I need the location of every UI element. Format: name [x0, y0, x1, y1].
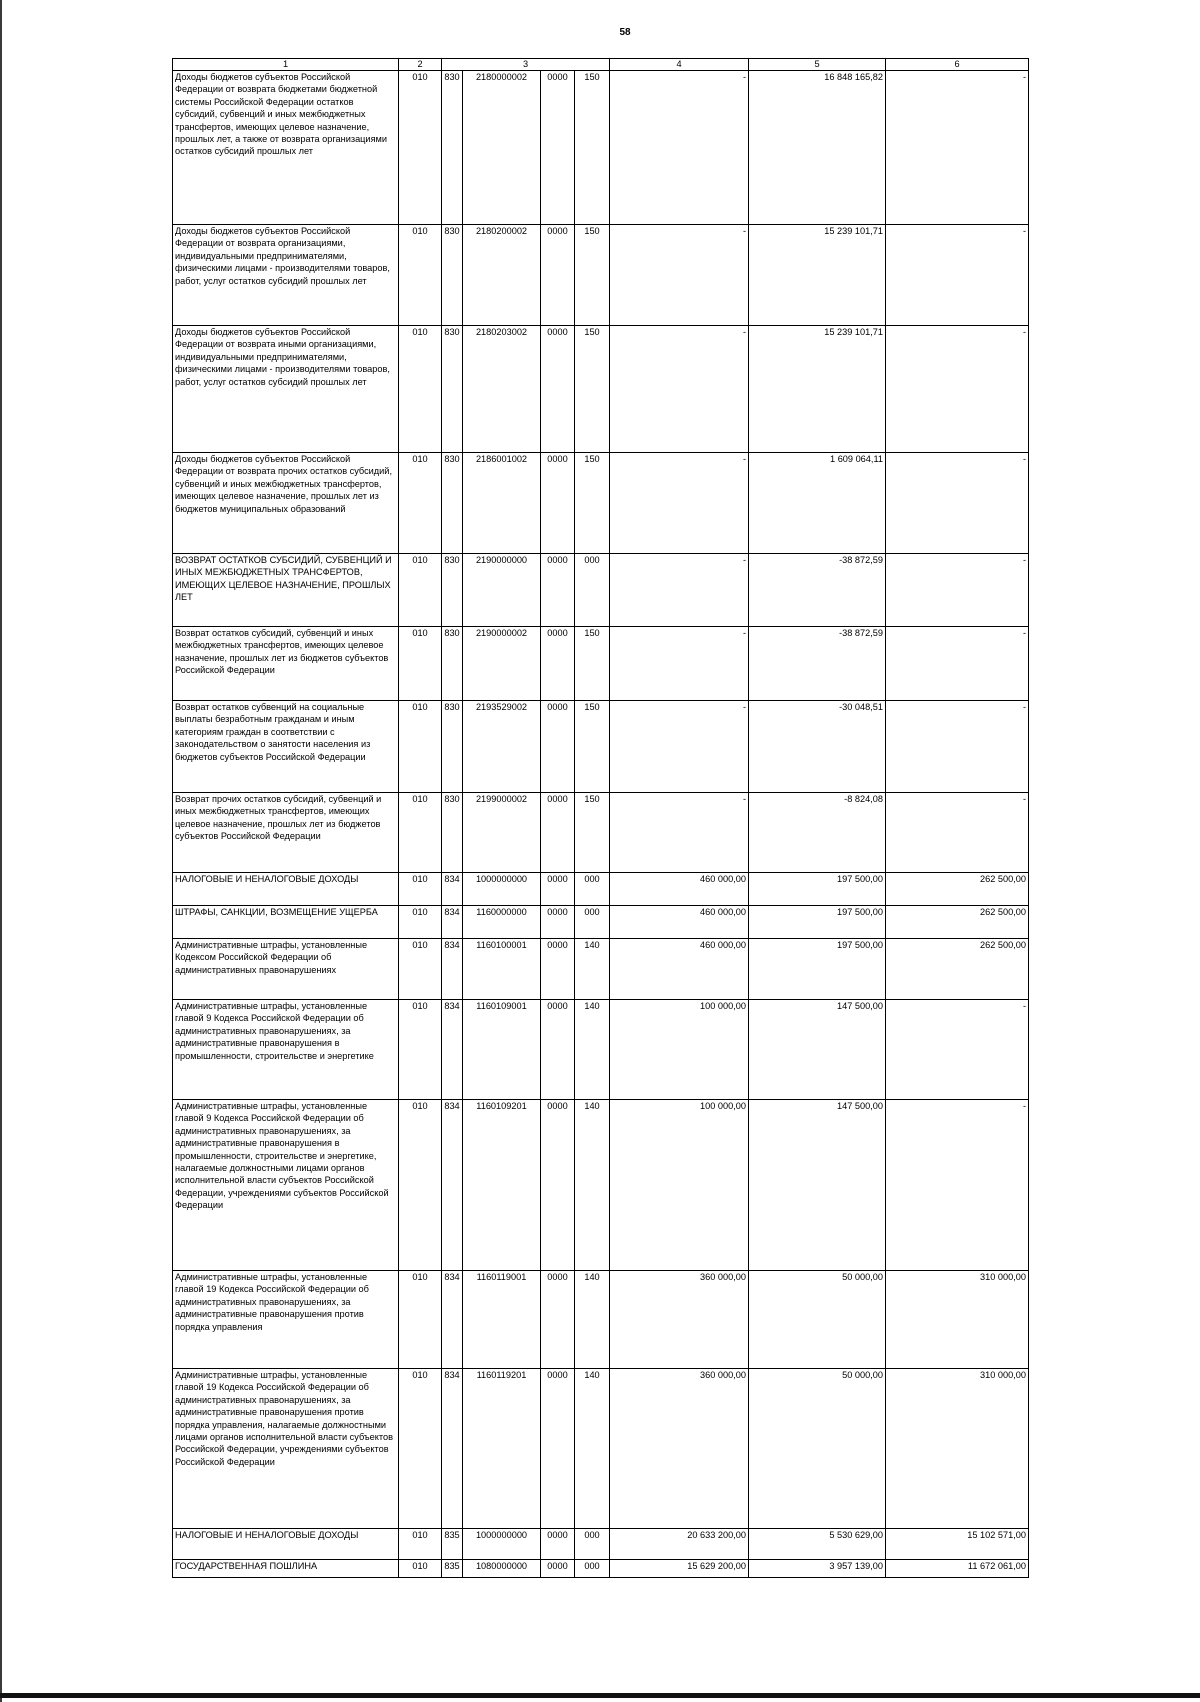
row-name: НАЛОГОВЫЕ И НЕНАЛОГОВЫЕ ДОХОДЫ	[173, 1529, 399, 1560]
row-kbk-code: 1160109201	[463, 1100, 541, 1271]
row-name: Административные штрафы, установленные главой 9 Кодекса Российской Федерации об административных правонарушениях, за административные правонарушения в промышленности, строительстве и энергетике, налагаемые должностными лицами органов исполнительной власти субъектов Российской Федерации, учреждениями субъектов Российской Федерации	[173, 1100, 399, 1271]
row-col5-value: 197 500,00	[749, 873, 886, 906]
row-col6-value: -	[886, 71, 1029, 225]
row-kbk-code: 1000000000	[463, 1529, 541, 1560]
row-name: НАЛОГОВЫЕ И НЕНАЛОГОВЫЕ ДОХОДЫ	[173, 873, 399, 906]
header-col-5: 5	[749, 59, 886, 71]
row-col4-value: 15 629 200,00	[610, 1560, 749, 1578]
row-col6-value: -	[886, 1000, 1029, 1100]
row-col5-value: 197 500,00	[749, 939, 886, 1000]
row-admin-code: 010	[399, 225, 442, 326]
header-col-1: 1	[173, 59, 399, 71]
row-col4-value: 360 000,00	[610, 1369, 749, 1529]
header-col-4: 4	[610, 59, 749, 71]
row-col6-value: -	[886, 1100, 1029, 1271]
row-col5-value: -8 824,08	[749, 793, 886, 873]
table-row	[173, 326, 1029, 453]
row-name: Возврат остатков субсидий, субвенций и иных межбюджетных трансфертов, имеющих целевое назначение, прошлых лет из бюджетов субъектов Российской Федерации	[173, 627, 399, 701]
row-col6-value: -	[886, 326, 1029, 453]
row-name: Административные штрафы, установленные главой 19 Кодекса Российской Федерации об административных правонарушениях, за административные правонарушения против порядка управления	[173, 1271, 399, 1369]
row-col5-value: 197 500,00	[749, 906, 886, 939]
row-kind-code: 000	[575, 554, 610, 627]
table-row	[173, 701, 1029, 793]
row-kbk-code: 2193529002	[463, 701, 541, 793]
row-kbk-code: 1160119001	[463, 1271, 541, 1369]
row-col5-value: 50 000,00	[749, 1369, 886, 1529]
row-name: Возврат прочих остатков субсидий, субвенций и иных межбюджетных трансфертов, имеющих целевое назначение, прошлых лет из бюджетов субъектов Российской Федерации	[173, 793, 399, 873]
row-department-code: 835	[442, 1560, 463, 1578]
row-col6-value: -	[886, 453, 1029, 554]
row-department-code: 834	[442, 906, 463, 939]
row-admin-code: 010	[399, 793, 442, 873]
row-kind-code: 150	[575, 453, 610, 554]
row-col4-value: -	[610, 71, 749, 225]
table-row	[173, 873, 1029, 906]
row-col6-value: 310 000,00	[886, 1271, 1029, 1369]
row-kbk-code: 2190000000	[463, 554, 541, 627]
table-row	[173, 225, 1029, 326]
row-program-code: 0000	[541, 225, 575, 326]
row-admin-code: 010	[399, 701, 442, 793]
row-department-code: 834	[442, 1100, 463, 1271]
row-kbk-code: 1160119201	[463, 1369, 541, 1529]
row-department-code: 830	[442, 453, 463, 554]
row-department-code: 830	[442, 627, 463, 701]
row-name: Доходы бюджетов субъектов Российской Федерации от возврата организациями, индивидуальными предпринимателями, физическими лицами - производителями товаров, работ, услуг остатков субсидий прошлых лет	[173, 225, 399, 326]
row-col6-value: 15 102 571,00	[886, 1529, 1029, 1560]
row-program-code: 0000	[541, 554, 575, 627]
table-row	[173, 906, 1029, 939]
table-row	[173, 939, 1029, 1000]
row-col5-value: -38 872,59	[749, 627, 886, 701]
scan-bottom-edge	[0, 1693, 1200, 1698]
row-program-code: 0000	[541, 1100, 575, 1271]
table-row	[173, 627, 1029, 701]
row-kbk-code: 1160100001	[463, 939, 541, 1000]
row-admin-code: 010	[399, 71, 442, 225]
row-name: Административные штрафы, установленные главой 19 Кодекса Российской Федерации об административных правонарушениях, за административные правонарушения против порядка управления, налагаемые должностными лицами органов исполнительной власти субъектов Российской Федерации, учреждениями субъектов Российской Федерации	[173, 1369, 399, 1529]
row-department-code: 834	[442, 873, 463, 906]
row-program-code: 0000	[541, 627, 575, 701]
row-col5-value: 50 000,00	[749, 1271, 886, 1369]
table-row	[173, 1529, 1029, 1560]
row-col6-value: 262 500,00	[886, 939, 1029, 1000]
row-name: Доходы бюджетов субъектов Российской Федерации от возврата прочих остатков субсидий, субвенций и иных межбюджетных трансфертов, имеющих целевое назначение, прошлых лет из бюджетов муниципальных образований	[173, 453, 399, 554]
row-kind-code: 000	[575, 906, 610, 939]
row-name: ВОЗВРАТ ОСТАТКОВ СУБСИДИЙ, СУБВЕНЦИЙ И ИНЫХ МЕЖБЮДЖЕТНЫХ ТРАНСФЕРТОВ, ИМЕЮЩИХ ЦЕЛЕВОЕ НАЗНАЧЕНИЕ, ПРОШЛЫХ ЛЕТ	[173, 554, 399, 627]
row-name: Административные штрафы, установленные главой 9 Кодекса Российской Федерации об административных правонарушениях, за административные правонарушения в промышленности, строительстве и энергетике	[173, 1000, 399, 1100]
row-col6-value: -	[886, 701, 1029, 793]
row-name: ГОСУДАРСТВЕННАЯ ПОШЛИНА	[173, 1560, 399, 1578]
row-admin-code: 010	[399, 627, 442, 701]
row-kbk-code: 2190000002	[463, 627, 541, 701]
row-col4-value: 100 000,00	[610, 1100, 749, 1271]
row-program-code: 0000	[541, 1560, 575, 1578]
row-col5-value: 15 239 101,71	[749, 326, 886, 453]
row-col6-value: -	[886, 627, 1029, 701]
row-department-code: 834	[442, 1369, 463, 1529]
row-program-code: 0000	[541, 1529, 575, 1560]
row-admin-code: 010	[399, 1560, 442, 1578]
row-kbk-code: 2180203002	[463, 326, 541, 453]
row-name: Доходы бюджетов субъектов Российской Федерации от возврата бюджетами бюджетной системы Российской Федерации остатков субсидий, субвенций и иных межбюджетных трансфертов, имеющих целевое назначение, прошлых лет, а также от возврата организациями остатков субсидий прошлых лет	[173, 71, 399, 225]
budget-table	[172, 58, 1029, 1578]
row-kbk-code: 1000000000	[463, 873, 541, 906]
row-kind-code: 150	[575, 326, 610, 453]
row-kbk-code: 1160109001	[463, 1000, 541, 1100]
row-col6-value: 310 000,00	[886, 1369, 1029, 1529]
row-col4-value: -	[610, 627, 749, 701]
row-col6-value: -	[886, 793, 1029, 873]
table-row	[173, 554, 1029, 627]
row-kind-code: 140	[575, 1369, 610, 1529]
row-col4-value: 100 000,00	[610, 1000, 749, 1100]
table-row	[173, 71, 1029, 225]
row-program-code: 0000	[541, 873, 575, 906]
row-department-code: 830	[442, 71, 463, 225]
row-kind-code: 150	[575, 793, 610, 873]
row-department-code: 830	[442, 225, 463, 326]
row-kind-code: 150	[575, 701, 610, 793]
row-admin-code: 010	[399, 1529, 442, 1560]
row-admin-code: 010	[399, 554, 442, 627]
row-admin-code: 010	[399, 873, 442, 906]
row-col4-value: -	[610, 225, 749, 326]
row-kind-code: 000	[575, 873, 610, 906]
row-kind-code: 000	[575, 1529, 610, 1560]
table-row	[173, 793, 1029, 873]
row-admin-code: 010	[399, 939, 442, 1000]
row-department-code: 830	[442, 554, 463, 627]
header-col-6: 6	[886, 59, 1029, 71]
row-program-code: 0000	[541, 326, 575, 453]
row-kbk-code: 2180000002	[463, 71, 541, 225]
row-kind-code: 140	[575, 939, 610, 1000]
row-col6-value: 11 672 061,00	[886, 1560, 1029, 1578]
row-admin-code: 010	[399, 1369, 442, 1529]
row-col4-value: 460 000,00	[610, 939, 749, 1000]
row-kbk-code: 2180200002	[463, 225, 541, 326]
table-row	[173, 1100, 1029, 1271]
row-department-code: 834	[442, 939, 463, 1000]
row-col5-value: 3 957 139,00	[749, 1560, 886, 1578]
row-col4-value: 20 633 200,00	[610, 1529, 749, 1560]
row-kind-code: 150	[575, 627, 610, 701]
row-kind-code: 000	[575, 1560, 610, 1578]
row-name: Административные штрафы, установленные Кодексом Российской Федерации об административных правонарушениях	[173, 939, 399, 1000]
row-department-code: 834	[442, 1271, 463, 1369]
row-admin-code: 010	[399, 1100, 442, 1271]
row-kbk-code: 2186001002	[463, 453, 541, 554]
row-program-code: 0000	[541, 701, 575, 793]
row-col5-value: 1 609 064,11	[749, 453, 886, 554]
row-col5-value: 5 530 629,00	[749, 1529, 886, 1560]
row-col4-value: -	[610, 793, 749, 873]
row-col5-value: 147 500,00	[749, 1100, 886, 1271]
header-col-3: 3	[442, 59, 610, 71]
row-program-code: 0000	[541, 1271, 575, 1369]
row-kbk-code: 2199000002	[463, 793, 541, 873]
row-kind-code: 140	[575, 1000, 610, 1100]
row-department-code: 830	[442, 793, 463, 873]
row-department-code: 830	[442, 701, 463, 793]
table-row	[173, 1369, 1029, 1529]
row-name: ШТРАФЫ, САНКЦИИ, ВОЗМЕЩЕНИЕ УЩЕРБА	[173, 906, 399, 939]
row-kind-code: 140	[575, 1271, 610, 1369]
row-program-code: 0000	[541, 793, 575, 873]
row-col4-value: -	[610, 554, 749, 627]
row-col6-value: 262 500,00	[886, 873, 1029, 906]
row-kbk-code: 1160000000	[463, 906, 541, 939]
row-admin-code: 010	[399, 326, 442, 453]
row-admin-code: 010	[399, 1000, 442, 1100]
row-kind-code: 140	[575, 1100, 610, 1271]
row-col6-value: -	[886, 225, 1029, 326]
row-program-code: 0000	[541, 1000, 575, 1100]
row-kbk-code: 1080000000	[463, 1560, 541, 1578]
row-col5-value: -38 872,59	[749, 554, 886, 627]
row-col5-value: -30 048,51	[749, 701, 886, 793]
row-col6-value: 262 500,00	[886, 906, 1029, 939]
table-header-row	[173, 59, 1029, 71]
row-col6-value: -	[886, 554, 1029, 627]
row-program-code: 0000	[541, 906, 575, 939]
row-program-code: 0000	[541, 939, 575, 1000]
row-col4-value: -	[610, 701, 749, 793]
table-row	[173, 453, 1029, 554]
row-kind-code: 150	[575, 225, 610, 326]
row-col5-value: 16 848 165,82	[749, 71, 886, 225]
row-col5-value: 147 500,00	[749, 1000, 886, 1100]
page-number: 58	[619, 27, 631, 38]
table-row	[173, 1000, 1029, 1100]
table-row	[173, 1271, 1029, 1369]
row-department-code: 834	[442, 1000, 463, 1100]
row-col4-value: 460 000,00	[610, 873, 749, 906]
row-name: Возврат остатков субвенций на социальные выплаты безработным гражданам и иным категориям граждан в соответствии с законодательством о занятости населения из бюджетов субъектов Российской Федерации	[173, 701, 399, 793]
row-admin-code: 010	[399, 906, 442, 939]
scan-left-edge	[0, 0, 2, 1702]
row-col4-value: 460 000,00	[610, 906, 749, 939]
row-col5-value: 15 239 101,71	[749, 225, 886, 326]
row-col4-value: 360 000,00	[610, 1271, 749, 1369]
row-admin-code: 010	[399, 1271, 442, 1369]
row-admin-code: 010	[399, 453, 442, 554]
row-program-code: 0000	[541, 71, 575, 225]
row-name: Доходы бюджетов субъектов Российской Федерации от возврата иными организациями, индивидуальными предпринимателями, физическими лицами - производителями товаров, работ, услуг остатков субсидий прошлых лет	[173, 326, 399, 453]
row-kind-code: 150	[575, 71, 610, 225]
row-department-code: 835	[442, 1529, 463, 1560]
row-department-code: 830	[442, 326, 463, 453]
table-row	[173, 1560, 1029, 1578]
row-col4-value: -	[610, 453, 749, 554]
header-col-2: 2	[399, 59, 442, 71]
row-col4-value: -	[610, 326, 749, 453]
row-program-code: 0000	[541, 1369, 575, 1529]
row-program-code: 0000	[541, 453, 575, 554]
